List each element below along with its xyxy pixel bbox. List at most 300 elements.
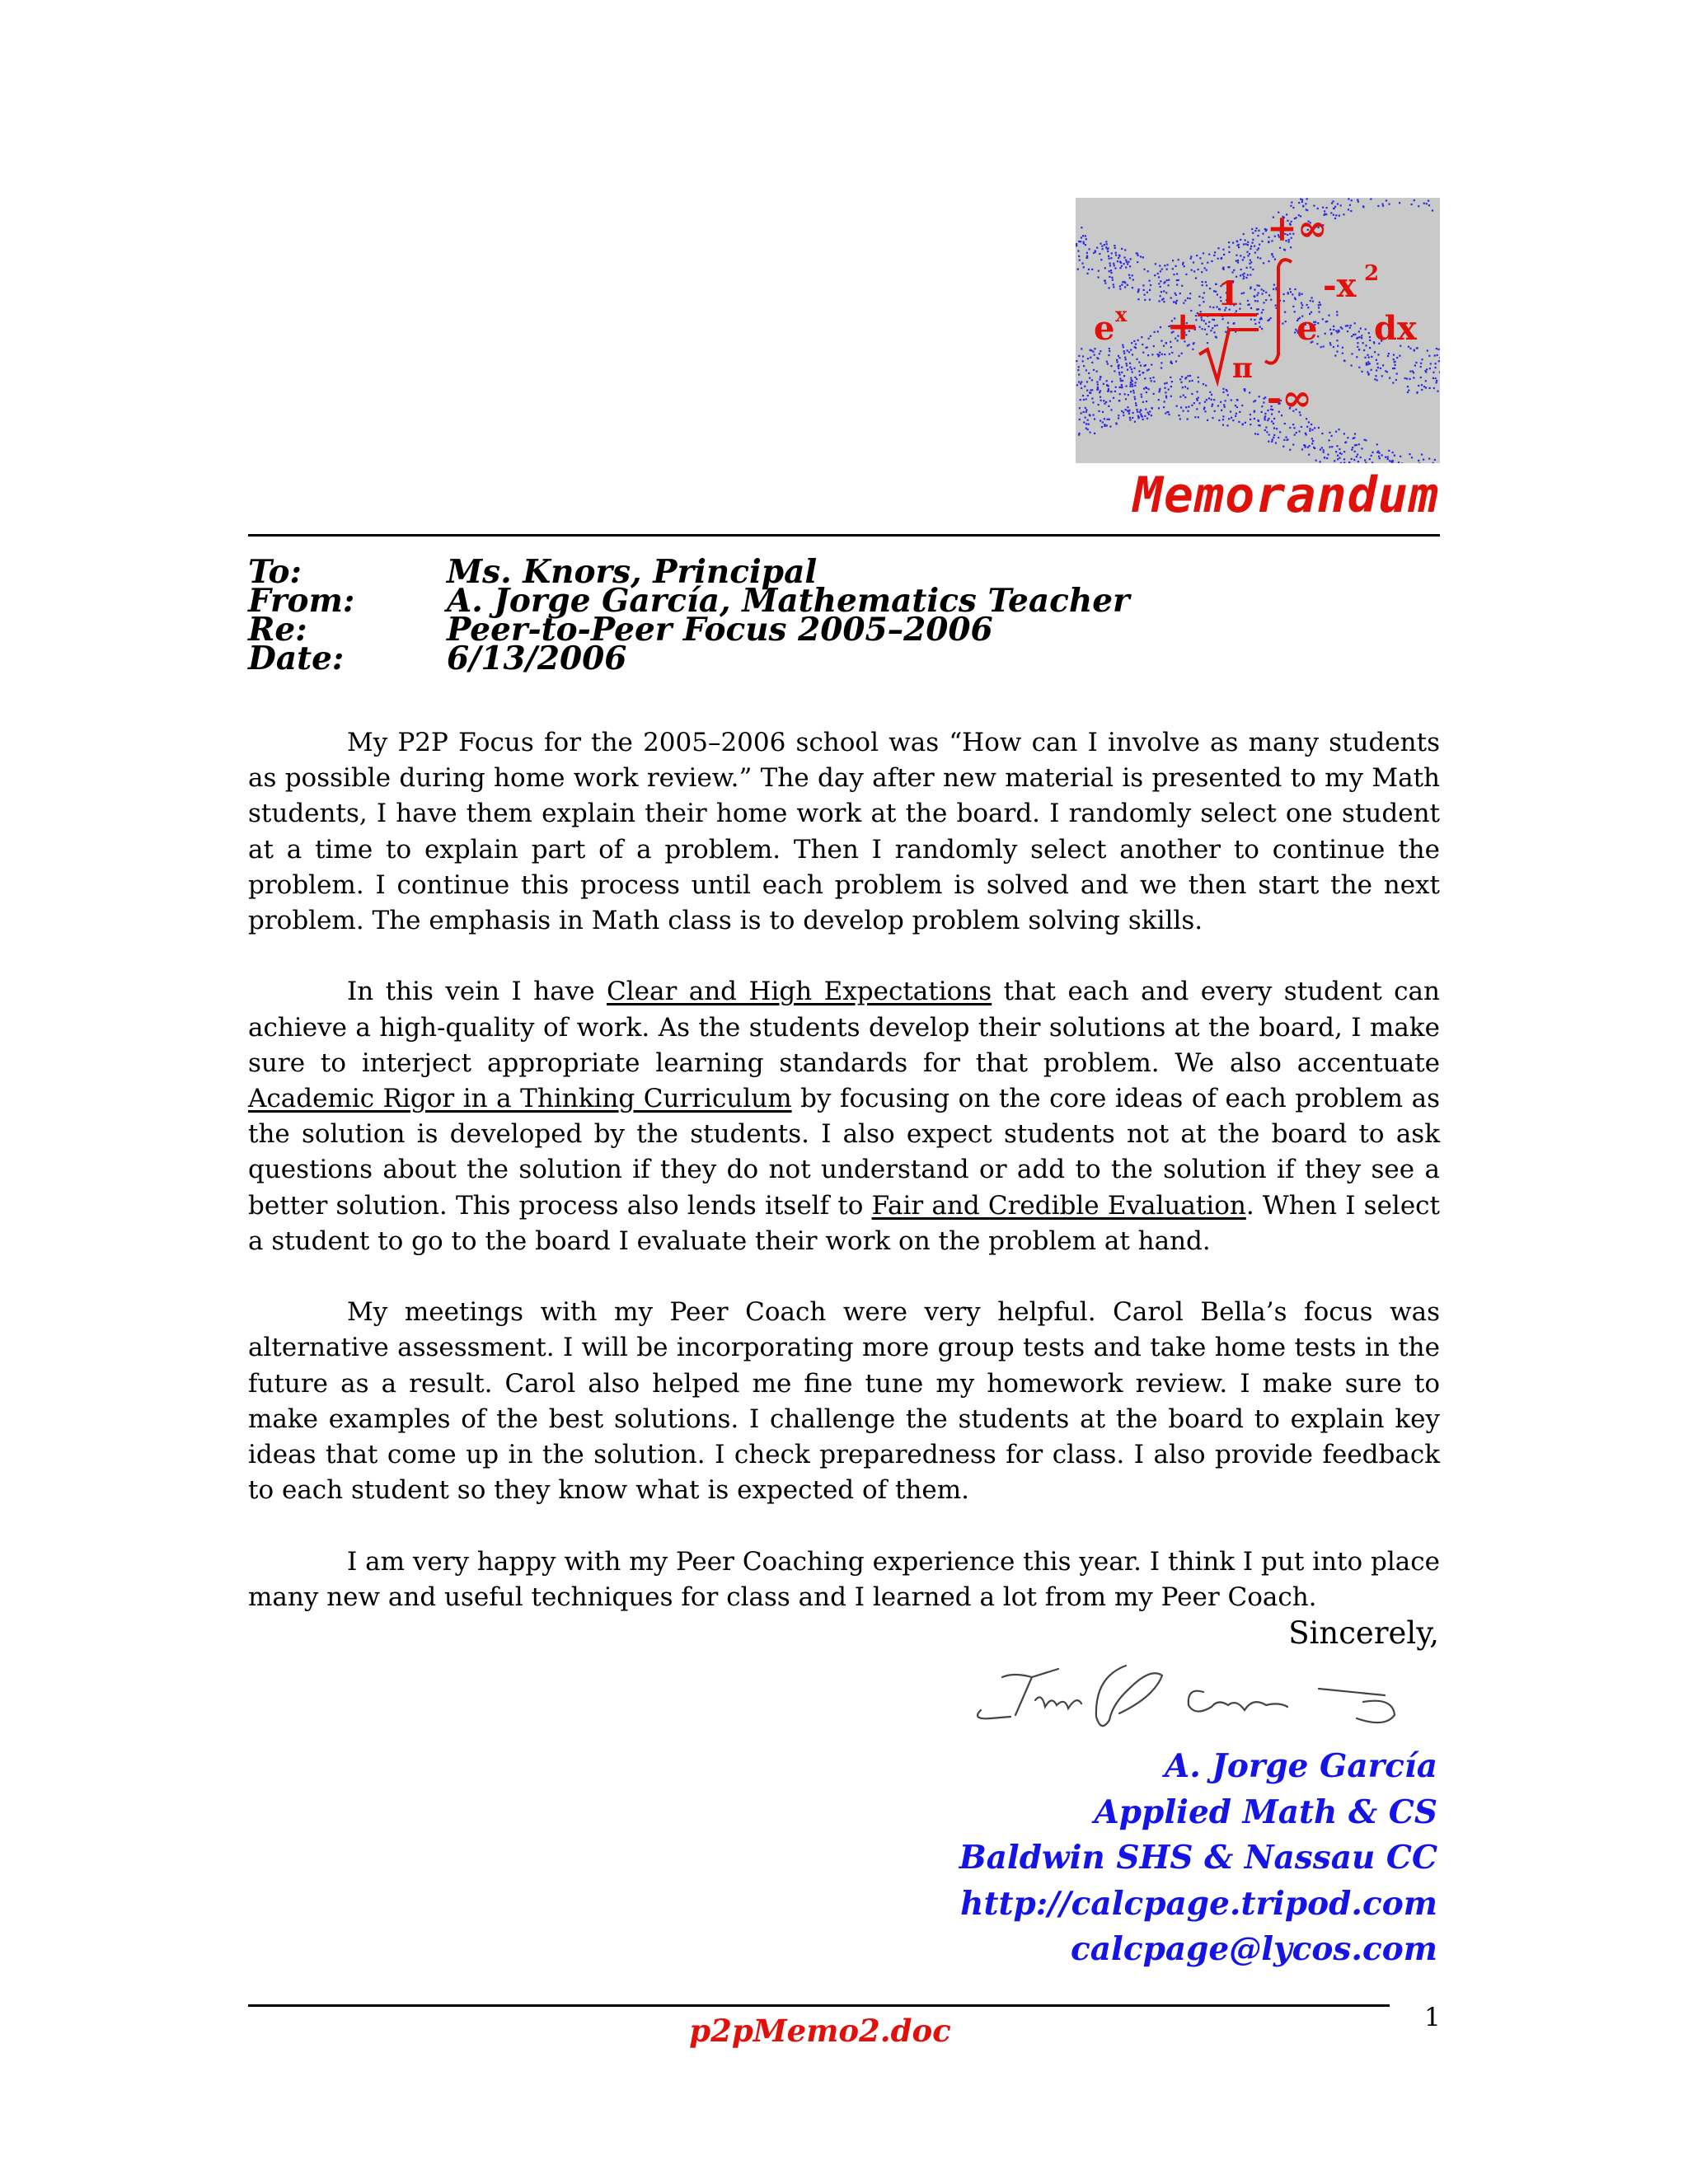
logo-dot bbox=[1168, 389, 1170, 391]
logo-dot bbox=[1091, 379, 1093, 381]
logo-dot bbox=[1110, 257, 1112, 259]
logo-dot bbox=[1085, 398, 1087, 400]
logo-dot bbox=[1107, 251, 1109, 252]
exponent-power-text: 2 bbox=[1364, 261, 1380, 286]
logo-dot bbox=[1398, 462, 1400, 463]
logo-dot bbox=[1369, 347, 1371, 349]
logo-dot bbox=[1340, 326, 1342, 328]
logo-dot bbox=[1147, 412, 1149, 414]
logo-dot bbox=[1109, 350, 1110, 352]
memo-body bbox=[248, 725, 1440, 1615]
logo-dot bbox=[1250, 307, 1252, 309]
logo-dot bbox=[1089, 248, 1090, 250]
logo-dot bbox=[1086, 273, 1088, 274]
logo-dot bbox=[1223, 404, 1225, 405]
logo-dot bbox=[1251, 242, 1253, 244]
logo-dot bbox=[1172, 268, 1174, 269]
logo-dot bbox=[1085, 369, 1087, 371]
logo-dot bbox=[1414, 199, 1415, 201]
logo-dot bbox=[1290, 291, 1292, 293]
logo-dot bbox=[1254, 288, 1255, 290]
logo-dot bbox=[1233, 322, 1235, 324]
logo-dot bbox=[1252, 269, 1254, 270]
logo-dot bbox=[1366, 364, 1367, 366]
logo-dot bbox=[1118, 415, 1119, 416]
logo-dot bbox=[1198, 416, 1199, 418]
logo-dot bbox=[1083, 411, 1085, 413]
logo-dot bbox=[1319, 302, 1320, 303]
logo-dot bbox=[1382, 364, 1384, 366]
logo-dot bbox=[1118, 400, 1120, 401]
logo-dot bbox=[1133, 391, 1135, 393]
logo-dot bbox=[1106, 361, 1108, 363]
logo-dot bbox=[1128, 413, 1130, 415]
paragraph-conclusion: I am very happy with my Peer Coaching experience this year. I think I put into place many new and useful techniques for class and I learned a lot from my Peer Coach. bbox=[248, 1546, 1440, 1612]
logo-dot bbox=[1132, 386, 1133, 387]
logo-dot bbox=[1294, 331, 1296, 333]
logo-dot bbox=[1323, 452, 1325, 453]
logo-dot bbox=[1142, 401, 1144, 403]
logo-dot bbox=[1414, 349, 1415, 351]
underlined-term-rigor: Academic Rigor in a Thinking Curriculum bbox=[248, 1084, 792, 1114]
logo-dot bbox=[1244, 388, 1245, 390]
logo-dot bbox=[1193, 261, 1194, 263]
logo-dot bbox=[1409, 378, 1411, 380]
logo-dot bbox=[1367, 363, 1369, 365]
logo-dot bbox=[1357, 199, 1358, 201]
logo-dot bbox=[1208, 254, 1210, 255]
logo-dot bbox=[1077, 269, 1079, 270]
logo-dot bbox=[1264, 429, 1266, 431]
logo-dot bbox=[1191, 405, 1193, 406]
logo-dot bbox=[1141, 415, 1142, 417]
logo-dot bbox=[1209, 288, 1211, 289]
logo-dot bbox=[1179, 418, 1181, 419]
logo-dot bbox=[1244, 390, 1245, 391]
logo-dot bbox=[1272, 438, 1273, 440]
logo-dot bbox=[1094, 418, 1095, 419]
logo-dot bbox=[1187, 410, 1189, 412]
logo-dot bbox=[1086, 252, 1088, 254]
logo-dot bbox=[1123, 256, 1125, 258]
logo-dot bbox=[1247, 255, 1249, 256]
logo-dot bbox=[1141, 396, 1142, 398]
logo-dot bbox=[1323, 449, 1325, 451]
logo-dot bbox=[1282, 446, 1284, 448]
logo-dot bbox=[1367, 354, 1368, 356]
logo-dot bbox=[1164, 382, 1165, 384]
logo-dot bbox=[1108, 354, 1109, 356]
logo-dot bbox=[1308, 421, 1310, 423]
logo-dot bbox=[1261, 312, 1263, 313]
logo-dot bbox=[1340, 462, 1342, 463]
logo-dot bbox=[1170, 361, 1172, 363]
logo-dot bbox=[1114, 391, 1116, 392]
logo-dot bbox=[1365, 439, 1367, 441]
logo-dot bbox=[1273, 423, 1274, 424]
logo-dot bbox=[1179, 293, 1181, 294]
logo-dot bbox=[1232, 271, 1234, 273]
logo-dot bbox=[1262, 233, 1264, 235]
pi-text: π bbox=[1232, 352, 1253, 385]
logo-dot bbox=[1187, 375, 1189, 377]
logo-dot bbox=[1292, 424, 1294, 425]
logo-dot bbox=[1294, 311, 1296, 312]
logo-dot bbox=[1311, 297, 1313, 298]
logo-dot bbox=[1107, 391, 1109, 392]
from-label: From: bbox=[248, 582, 355, 620]
logo-dot bbox=[1199, 257, 1201, 259]
logo-dot bbox=[1130, 382, 1132, 383]
logo-dot bbox=[1246, 251, 1248, 253]
logo-dot bbox=[1274, 259, 1276, 260]
gaussian-integral-logo bbox=[1076, 198, 1440, 463]
logo-dot bbox=[1141, 336, 1142, 338]
logo-dot bbox=[1345, 326, 1347, 327]
logo-dot bbox=[1113, 263, 1114, 265]
signer-institution: Baldwin SHS & Nassau CC bbox=[959, 1839, 1437, 1877]
logo-dot bbox=[1331, 203, 1333, 204]
logo-dot bbox=[1305, 203, 1306, 204]
logo-dot bbox=[1396, 357, 1398, 359]
logo-dot bbox=[1222, 415, 1224, 417]
logo-dot bbox=[1311, 429, 1313, 430]
logo-dot bbox=[1154, 381, 1156, 382]
logo-dot bbox=[1399, 202, 1400, 204]
logo-dot bbox=[1253, 401, 1254, 402]
logo-dot bbox=[1439, 357, 1440, 359]
logo-dot bbox=[1427, 349, 1428, 351]
logo-dot bbox=[1092, 351, 1094, 353]
logo-dot bbox=[1093, 369, 1095, 371]
logo-dot bbox=[1332, 200, 1334, 202]
logo-dot bbox=[1142, 284, 1144, 286]
logo-dot bbox=[1321, 433, 1323, 434]
logo-dot bbox=[1160, 326, 1161, 328]
logo-dot bbox=[1285, 321, 1287, 322]
logo-dot bbox=[1379, 452, 1381, 454]
logo-dot bbox=[1078, 366, 1080, 368]
logo-dot bbox=[1217, 258, 1219, 260]
paragraph-p2p-focus: My P2P Focus for the 2005–2006 school was “How can I involve as many students as possible during home work review.” The day after new material is presented to my Math students, I have them explain their home work at the board. I randomly select one student at a time to explain part of a problem. Then I randomly select another to continue the problem. I continue this process until each problem is solved and we then start the next problem. The emphasis in Math class is to develop problem solving skills. bbox=[248, 728, 1440, 936]
logo-dot bbox=[1434, 354, 1436, 356]
logo-dot bbox=[1381, 375, 1383, 377]
logo-dot bbox=[1105, 246, 1107, 248]
logo-dot bbox=[1096, 247, 1098, 249]
underlined-term-expectations: Clear and High Expectations bbox=[607, 977, 992, 1007]
logo-dot bbox=[1320, 449, 1321, 451]
logo-dot bbox=[1163, 345, 1165, 347]
logo-dot bbox=[1104, 425, 1105, 427]
logo-dot bbox=[1351, 458, 1353, 460]
logo-dot bbox=[1330, 332, 1332, 334]
logo-dot bbox=[1409, 453, 1410, 455]
logo-dot bbox=[1408, 390, 1409, 391]
logo-dot bbox=[1119, 288, 1121, 290]
logo-dot bbox=[1160, 362, 1162, 363]
logo-dot bbox=[1222, 419, 1224, 420]
logo-dot bbox=[1091, 269, 1093, 270]
logo-dot bbox=[1084, 386, 1085, 387]
logo-dot bbox=[1118, 417, 1119, 419]
logo-dot bbox=[1098, 410, 1100, 412]
logo-dot bbox=[1100, 390, 1101, 391]
logo-dot bbox=[1129, 386, 1131, 387]
logo-dot bbox=[1213, 319, 1215, 321]
logo-dot bbox=[1301, 201, 1303, 203]
logo-dot bbox=[1250, 319, 1252, 321]
paragraph-text: In this vein I have bbox=[347, 977, 607, 1007]
logo-dot bbox=[1254, 295, 1255, 297]
logo-dot bbox=[1105, 241, 1107, 242]
logo-dot bbox=[1377, 205, 1379, 207]
logo-dot bbox=[1149, 299, 1151, 301]
logo-dot bbox=[1160, 280, 1161, 282]
logo-dot bbox=[1198, 269, 1199, 270]
logo-dot bbox=[1343, 462, 1345, 463]
logo-dot bbox=[1263, 290, 1264, 292]
logo-dot bbox=[1148, 388, 1150, 390]
logo-dot bbox=[1198, 381, 1199, 382]
logo-dot bbox=[1222, 249, 1224, 251]
logo-dot bbox=[1146, 292, 1148, 293]
logo-dot bbox=[1088, 373, 1090, 374]
logo-dot bbox=[1100, 400, 1102, 401]
logo-dot bbox=[1086, 390, 1088, 391]
logo-dot bbox=[1211, 399, 1212, 401]
logo-dot bbox=[1124, 393, 1126, 395]
logo-dot bbox=[1354, 322, 1356, 324]
logo-dot bbox=[1163, 290, 1165, 292]
logo-dot bbox=[1392, 368, 1394, 369]
logo-dot bbox=[1079, 260, 1081, 261]
logo-dot bbox=[1187, 418, 1189, 419]
logo-dot bbox=[1205, 281, 1207, 283]
logo-dot bbox=[1337, 345, 1339, 347]
logo-dot bbox=[1329, 439, 1330, 441]
logo-dot bbox=[1264, 415, 1266, 417]
logo-dot bbox=[1090, 392, 1091, 394]
logo-dot bbox=[1247, 304, 1249, 306]
logo-dot bbox=[1129, 417, 1131, 419]
logo-dot bbox=[1310, 300, 1311, 302]
logo-dot bbox=[1118, 368, 1119, 369]
logo-dot bbox=[1087, 395, 1089, 396]
logo-dot bbox=[1265, 292, 1267, 293]
logo-dot bbox=[1209, 391, 1211, 393]
logo-dot bbox=[1254, 300, 1256, 302]
logo-dot bbox=[1336, 311, 1338, 312]
logo-dot bbox=[1244, 273, 1245, 274]
logo-dot bbox=[1409, 348, 1411, 349]
logo-dot bbox=[1164, 387, 1165, 389]
logo-dot bbox=[1108, 255, 1109, 257]
logo-dot bbox=[1311, 443, 1313, 444]
logo-dot bbox=[1323, 345, 1325, 347]
logo-dot bbox=[1081, 387, 1082, 389]
logo-dot bbox=[1250, 246, 1252, 247]
logo-dot bbox=[1388, 450, 1390, 452]
logo-dot bbox=[1232, 242, 1234, 244]
logo-dot bbox=[1388, 204, 1390, 205]
logo-dot bbox=[1329, 432, 1330, 434]
logo-dot bbox=[1301, 302, 1302, 304]
logo-dot bbox=[1142, 352, 1144, 354]
logo-dot bbox=[1117, 260, 1118, 262]
logo-dot bbox=[1125, 398, 1127, 400]
logo-dot bbox=[1166, 279, 1168, 281]
logo-dot bbox=[1130, 258, 1132, 260]
logo-dot bbox=[1206, 334, 1207, 335]
signer-email: calcpage@lycos.com bbox=[1071, 1930, 1437, 1968]
logo-dot bbox=[1213, 399, 1215, 401]
logo-dot bbox=[1287, 438, 1288, 440]
logo-dot bbox=[1299, 430, 1301, 432]
logo-dot bbox=[1228, 418, 1230, 419]
logo-dot bbox=[1171, 381, 1173, 382]
logo-dot bbox=[1375, 375, 1376, 377]
logo-dot bbox=[1130, 383, 1132, 385]
logo-dot bbox=[1215, 284, 1217, 285]
logo-dot bbox=[1411, 457, 1413, 458]
logo-dot bbox=[1146, 347, 1147, 349]
logo-dot bbox=[1083, 422, 1085, 424]
logo-dot bbox=[1078, 434, 1080, 436]
logo-dot bbox=[1145, 409, 1146, 410]
logo-dot bbox=[1306, 434, 1307, 435]
logo-dot bbox=[1295, 298, 1296, 300]
logo-dot bbox=[1335, 330, 1337, 331]
logo-dot bbox=[1372, 462, 1373, 463]
logo-dot bbox=[1137, 298, 1139, 300]
logo-dot bbox=[1386, 199, 1387, 201]
logo-dot bbox=[1168, 284, 1170, 286]
logo-dot bbox=[1263, 302, 1264, 303]
logo-dot bbox=[1233, 269, 1235, 271]
logo-dot bbox=[1080, 241, 1081, 242]
logo-dot bbox=[1077, 251, 1079, 252]
logo-dot bbox=[1129, 277, 1131, 279]
logo-dot bbox=[1273, 284, 1275, 286]
logo-dot bbox=[1358, 330, 1360, 332]
logo-dot bbox=[1203, 252, 1204, 254]
logo-dot bbox=[1357, 201, 1359, 203]
logo-dot bbox=[1102, 411, 1104, 413]
logo-dot bbox=[1132, 274, 1133, 276]
page-number: 1 bbox=[1424, 2003, 1441, 2032]
logo-dot bbox=[1184, 396, 1186, 398]
logo-dot bbox=[1223, 269, 1225, 270]
logo-dot bbox=[1365, 328, 1367, 330]
logo-dot bbox=[1134, 385, 1136, 387]
logo-dot bbox=[1109, 419, 1110, 420]
logo-dot bbox=[1358, 367, 1360, 368]
logo-dot bbox=[1298, 202, 1300, 204]
logo-dot bbox=[1151, 408, 1153, 410]
logo-dot bbox=[1354, 451, 1356, 452]
dx-text: dx bbox=[1374, 309, 1417, 348]
logo-graphic bbox=[1076, 198, 1440, 463]
logo-dot bbox=[1432, 209, 1433, 211]
logo-dot bbox=[1236, 241, 1238, 242]
handwritten-signature bbox=[956, 1644, 1451, 1747]
logo-dot bbox=[1183, 262, 1184, 264]
logo-dot bbox=[1261, 288, 1263, 290]
logo-dot bbox=[1114, 245, 1115, 246]
logo-dot bbox=[1212, 417, 1213, 419]
logo-dot bbox=[1245, 243, 1247, 245]
logo-dot bbox=[1223, 254, 1225, 255]
logo-dot bbox=[1320, 304, 1321, 306]
logo-dot bbox=[1194, 416, 1196, 418]
logo-dot bbox=[1251, 228, 1253, 230]
logo-dot bbox=[1153, 345, 1155, 347]
logo-dot bbox=[1206, 399, 1207, 401]
logo-dot bbox=[1123, 375, 1125, 377]
logo-dot bbox=[1268, 319, 1270, 321]
logo-dot bbox=[1140, 410, 1142, 411]
logo-dot bbox=[1333, 346, 1334, 348]
logo-dot bbox=[1204, 401, 1206, 403]
logo-dot bbox=[1077, 369, 1079, 371]
logo-dot bbox=[1343, 359, 1345, 361]
logo-dot bbox=[1110, 365, 1112, 367]
logo-dot bbox=[1250, 414, 1251, 415]
logo-dot bbox=[1181, 353, 1183, 354]
logo-dot bbox=[1098, 276, 1100, 278]
logo-dot bbox=[1407, 391, 1409, 393]
logo-dot bbox=[1132, 390, 1134, 391]
logo-dot bbox=[1147, 270, 1149, 272]
logo-dot bbox=[1364, 459, 1366, 461]
logo-dot bbox=[1090, 357, 1091, 359]
logo-dot bbox=[1391, 462, 1393, 463]
logo-dot bbox=[1097, 388, 1099, 390]
logo-dot bbox=[1161, 299, 1163, 301]
logo-dot bbox=[1416, 392, 1418, 394]
logo-dot bbox=[1109, 265, 1111, 266]
logo-dot bbox=[1328, 315, 1329, 316]
logo-dot bbox=[1132, 412, 1134, 414]
logo-dot bbox=[1415, 362, 1417, 363]
logo-dot bbox=[1306, 426, 1308, 428]
logo-dot bbox=[1119, 393, 1121, 395]
logo-dot bbox=[1376, 379, 1378, 381]
logo-dot bbox=[1237, 261, 1239, 263]
logo-dot bbox=[1178, 355, 1179, 357]
plus-sign-text: + bbox=[1166, 303, 1200, 349]
logo-dot bbox=[1258, 247, 1259, 249]
logo-dot bbox=[1337, 458, 1339, 460]
logo-dot bbox=[1189, 380, 1190, 382]
logo-dot bbox=[1083, 242, 1085, 244]
logo-dot bbox=[1119, 261, 1121, 263]
logo-dot bbox=[1284, 423, 1286, 424]
logo-dot bbox=[1227, 322, 1229, 324]
logo-dot bbox=[1436, 348, 1437, 349]
logo-dot bbox=[1115, 387, 1117, 388]
logo-dot bbox=[1187, 298, 1189, 299]
logo-dot bbox=[1246, 267, 1248, 269]
logo-dot bbox=[1271, 420, 1273, 422]
logo-dot bbox=[1417, 347, 1418, 349]
logo-dot bbox=[1377, 354, 1379, 355]
logo-dot bbox=[1128, 351, 1130, 353]
signer-title: Applied Math & CS bbox=[1094, 1793, 1437, 1831]
logo-dot bbox=[1175, 360, 1177, 362]
logo-dot bbox=[1249, 253, 1250, 255]
logo-dot bbox=[1300, 199, 1301, 200]
